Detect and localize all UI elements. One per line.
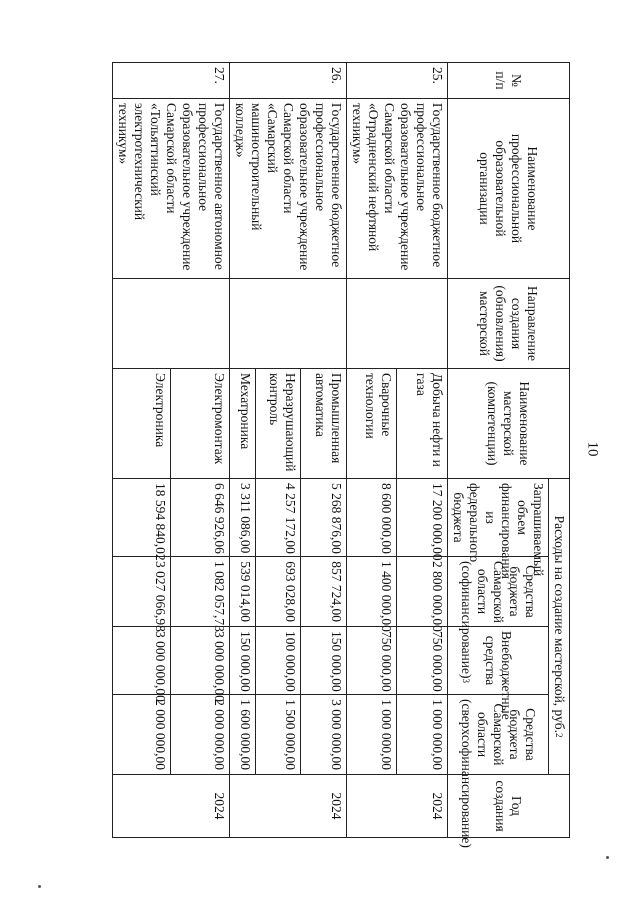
regional-extra-cell: 3 000 000,00: [301, 695, 347, 775]
regional-cell: 539 014,00: [230, 557, 256, 627]
requested-cell: 6 646 926,06: [171, 479, 230, 557]
scan-speck: [606, 856, 609, 859]
row-number-cell: 26.: [230, 63, 347, 99]
col-requested-header: Запрашиваемый объем финансирования из федерального бюджета: [448, 479, 549, 557]
col-org-header: Наименование профессиональной образовательной организации: [448, 99, 570, 279]
requested-cell: 8 600 000,00: [347, 479, 398, 557]
header-row-1: [549, 63, 570, 838]
col-regional-extra-header: Средства бюджета Самарской области (сверхсофинансирование): [448, 695, 549, 775]
regional-cell: 2 800 000,00: [397, 557, 448, 627]
workshop-cell: Электромонтаж: [171, 369, 230, 479]
extrabudget-cell: 3 000 000,00: [171, 627, 230, 695]
regional-cell: 857 724,00: [301, 557, 347, 627]
workshops-table: [112, 62, 570, 848]
workshop-cell: Сварочные технологии: [347, 369, 398, 479]
year-cell: 2024: [230, 775, 347, 838]
col-direction-header: Направление создания (обновления) мастерской: [448, 279, 570, 369]
extrabudget-cell: 750 000,00: [397, 627, 448, 695]
direction-cell: [113, 279, 230, 369]
direction-cell: [230, 279, 347, 369]
regional-extra-cell: 1 000 000,00: [347, 695, 398, 775]
row-number-cell: 25.: [347, 63, 448, 99]
regional-cell: 693 028,00: [255, 557, 301, 627]
extrabudget-cell: 3 000 000,00: [113, 627, 172, 695]
extrabudget-cell: 150 000,00: [230, 627, 256, 695]
regional-extra-cell: 1 600 000,00: [230, 695, 256, 775]
workshop-cell: Добыча нефти и газа: [397, 369, 448, 479]
expenses-footnote: 2: [554, 732, 564, 738]
requested-cell: 3 311 086,00: [230, 479, 256, 557]
workshop-cell: Промышленная автоматика: [301, 369, 347, 479]
requested-cell: 18 594 840,02: [113, 479, 172, 557]
requested-cell: 4 257 172,00: [255, 479, 301, 557]
workshop-cell: Мехатроника: [230, 369, 256, 479]
regional-cell: 1 082 057,73: [171, 557, 230, 627]
expenses-group-header: [549, 479, 570, 775]
extrabudget-cell: 150 000,00: [301, 627, 347, 695]
table-body: [113, 63, 448, 838]
col-extrabudget-header: Внебюджетные средства: [448, 627, 549, 695]
workshop-cell: Неразрушающий контроль: [255, 369, 301, 479]
expenses-label: Расходы на создание мастерской, руб.: [552, 515, 567, 733]
extrabudget-cell: 750 000,00: [347, 627, 398, 695]
year-cell: 2024: [113, 775, 230, 838]
document-table-rotated: [65, 62, 570, 848]
regional-cell: 1 400 000,00: [347, 557, 398, 627]
year-cell: 2024: [347, 775, 448, 838]
direction-cell: [347, 279, 448, 369]
regional-extra-cell: 2 000 000,00: [113, 695, 172, 775]
workshop-cell: Электроника: [113, 369, 172, 479]
regional-footnote: 3: [461, 678, 471, 683]
requested-cell: 17 200 000,00: [397, 479, 448, 557]
regional-extra-cell: 1 000 000,00: [397, 695, 448, 775]
organization-cell: Государственное бюджетное профессиональное образовательное учреждение Самарской области «Самарский машиностроительный колледж»: [230, 99, 347, 279]
row-number-cell: 27.: [113, 63, 230, 99]
regional-cell: 3 027 066,98: [113, 557, 172, 627]
requested-cell: 5 268 876,00: [301, 479, 347, 557]
regional-label: Средства бюджета Самарской области (софинансирование): [459, 561, 538, 679]
scan-speck: [38, 885, 41, 888]
extrabudget-cell: 100 000,00: [255, 627, 301, 695]
organization-cell: Государственное автономное профессиональное образовательное учреждение Самарской области «Тольяттинский электротехнический техникум»: [113, 99, 230, 279]
table-row: [171, 63, 230, 838]
regional-extra-cell: 2 000 000,00: [171, 695, 230, 775]
page-number: 10: [584, 441, 601, 457]
regional-extra-cell: 1 500 000,00: [255, 695, 301, 775]
organization-cell: Государственное бюджетное профессиональное образовательное учреждение Самарской области «Отрадненский нефтяной техникум»: [347, 99, 448, 279]
col-no-header: № п/п: [448, 63, 570, 99]
table-row: [301, 63, 347, 838]
col-workshop-header: Наименование мастерской (компетенции): [448, 369, 570, 479]
col-year-header: Год создания: [448, 775, 570, 838]
table-row: [397, 63, 448, 838]
